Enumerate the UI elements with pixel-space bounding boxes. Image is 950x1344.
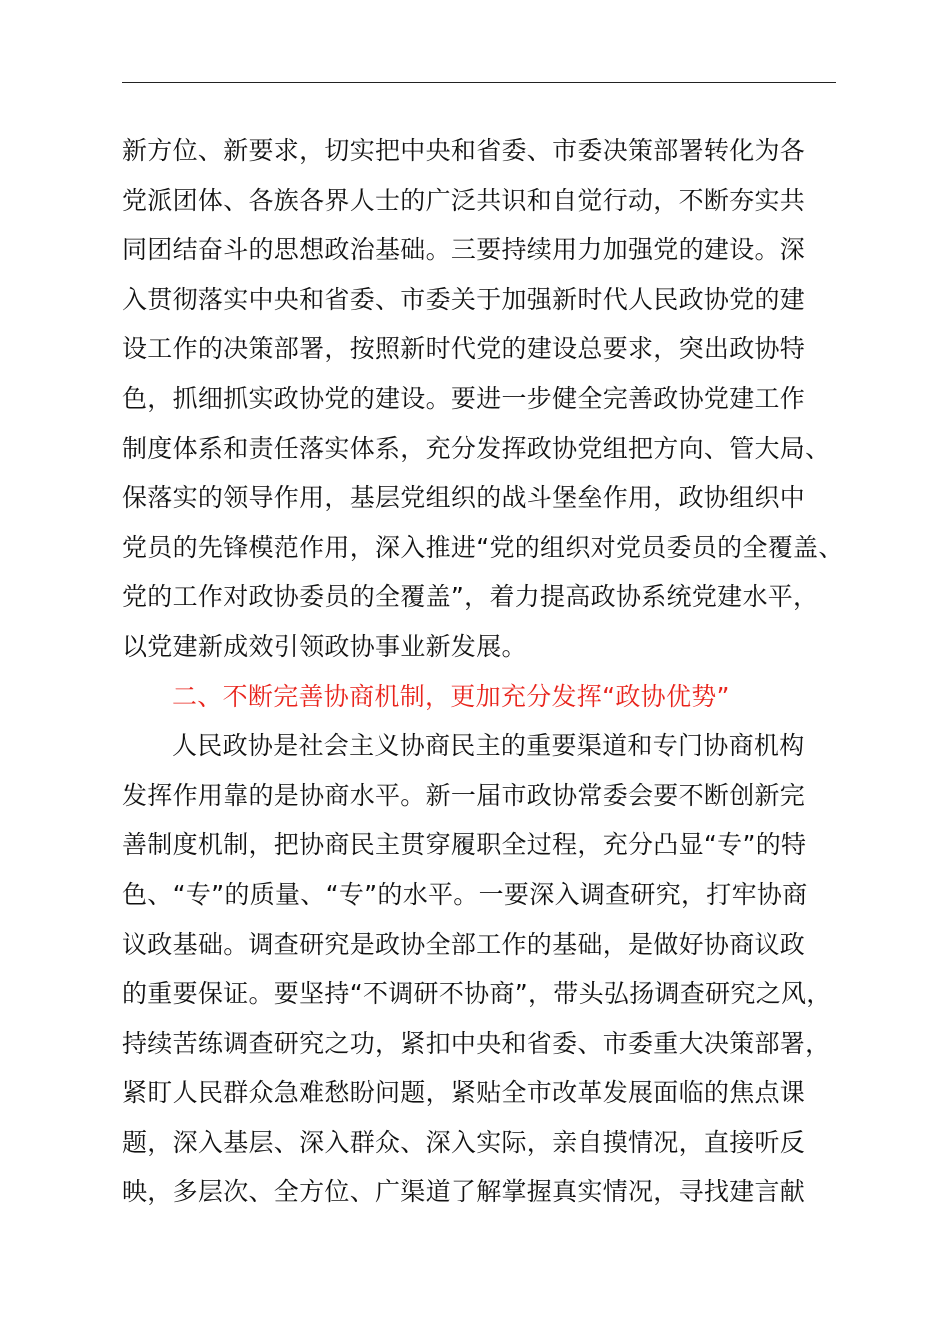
paragraph-line: 党员的先锋模范作用，深入推进“党的组织对党员委员的全覆盖、 bbox=[122, 532, 844, 562]
paragraph-line: 设工作的决策部署，按照新时代党的建设总要求，突出政协特 bbox=[122, 334, 806, 364]
paragraph-line: 色、“专”的质量、“专”的水平。一要深入调查研究，打牢协商 bbox=[122, 879, 808, 909]
paragraph-line: 色，抓细抓实政协党的建设。要进一步健全完善政协党建工作 bbox=[122, 383, 806, 413]
paragraph-line: 的重要保证。要坚持“不调研不协商”，带头弘扬调查研究之风， bbox=[122, 979, 832, 1009]
paragraph-line: 制度体系和责任落实体系，充分发挥政协党组把方向、管大局、 bbox=[122, 433, 831, 463]
paragraph-line: 党派团体、各族各界人士的广泛共识和自觉行动，不断夯实共 bbox=[122, 185, 806, 215]
paragraph-line: 保落实的领导作用，基层党组织的战斗堡垒作用，政协组织中 bbox=[122, 483, 806, 513]
paragraph-line: 议政基础。调查研究是政协全部工作的基础，是做好协商议政 bbox=[122, 929, 806, 959]
paragraph-line: 题，深入基层、深入群众、深入实际，亲自摸情况，直接听反 bbox=[122, 1127, 806, 1157]
paragraph-line: 党的工作对政协委员的全覆盖”，着力提高政协系统党建水平， bbox=[122, 582, 819, 612]
paragraph-line: 新方位、新要求，切实把中央和省委、市委决策部署转化为各 bbox=[122, 136, 806, 165]
paragraph-line: 持续苦练调查研究之功，紧扣中央和省委、市委重大决策部署， bbox=[122, 1028, 831, 1058]
paragraph-line: 紧盯人民群众急难愁盼问题，紧贴全市改革发展面临的焦点课 bbox=[122, 1078, 806, 1108]
section-heading: 二、不断完善协商机制，更加充分发挥“政协优势” bbox=[172, 681, 730, 711]
paragraph-line: 发挥作用靠的是协商水平。新一届市政协常委会要不断创新完 bbox=[122, 780, 806, 810]
paragraph-line: 善制度机制，把协商民主贯穿履职全过程，充分凸显“专”的特 bbox=[122, 830, 807, 860]
paragraph-line: 同团结奋斗的思想政治基础。三要持续用力加强党的建设。深 bbox=[122, 235, 806, 265]
header-rule bbox=[122, 82, 836, 83]
paragraph-line: 映，多层次、全方位、广渠道了解掌握真实情况，寻找建言献 bbox=[122, 1177, 806, 1207]
paragraph-line: 人民政协是社会主义协商民主的重要渠道和专门协商机构 bbox=[172, 731, 805, 761]
paragraph-line: 以党建新成效引领政协事业新发展。 bbox=[122, 631, 527, 661]
document-body bbox=[122, 126, 882, 1217]
paragraph-line: 入贯彻落实中央和省委、市委关于加强新时代人民政协党的建 bbox=[122, 284, 806, 314]
